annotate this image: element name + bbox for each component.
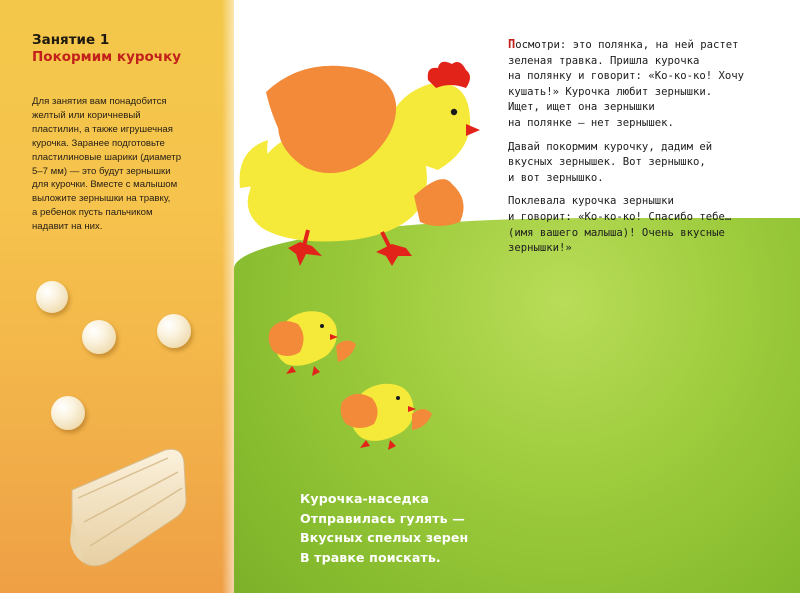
story-line: Ищет, ищет она зернышки bbox=[508, 101, 655, 114]
instruction-line: пластилиновые шарики (диаметр bbox=[32, 151, 182, 163]
poem-line: В травке поискать. bbox=[300, 549, 441, 565]
instruction-line: желтый или коричневый bbox=[32, 109, 141, 121]
story-line: на полянке — нет зернышек. bbox=[508, 116, 674, 129]
instruction-line: надавит на них. bbox=[32, 221, 103, 233]
instruction-line: 5–7 мм) — это будут зернышки bbox=[32, 165, 171, 177]
poem bbox=[300, 489, 468, 567]
lesson-subtitle: Покормим курочку bbox=[32, 49, 182, 65]
instruction-line: а ребенок пусть пальчиком bbox=[32, 207, 153, 219]
story-line: Поклевала курочка зернышки bbox=[508, 195, 674, 208]
story-line: зернышки!» bbox=[508, 242, 572, 255]
story-line: и вот зернышко. bbox=[508, 171, 604, 184]
drop-cap: П bbox=[508, 37, 516, 51]
story-line: и говорит: «Ко-ко-ко! Спасибо тебе… bbox=[508, 210, 732, 223]
story-line: Давай покормим курочку, дадим ей bbox=[508, 140, 713, 153]
instruction-line: для курочки. Вместе с малышом bbox=[32, 179, 178, 191]
story-line: вкусных зернышек. Вот зернышко, bbox=[508, 156, 706, 169]
story-paragraph bbox=[508, 140, 793, 187]
story-line: кушать!» Курочка любит зернышки. bbox=[508, 85, 713, 98]
instruction-line: курочка. Заранее подготовьте bbox=[32, 137, 165, 149]
poem-line: Отправилась гулять — bbox=[300, 510, 465, 526]
story-line: зеленая травка. Пришла курочка bbox=[508, 54, 700, 67]
instruction-line: пластилин, а также игрушечная bbox=[32, 123, 173, 135]
story-line: осмотри: это полянка, на ней растет bbox=[515, 39, 739, 51]
poem-line: Курочка-наседка bbox=[300, 491, 430, 506]
lesson-title: Занятие 1 bbox=[32, 32, 110, 48]
instruction-line: Для занятия вам понадобится bbox=[32, 96, 167, 107]
story-text bbox=[508, 37, 793, 265]
story-paragraph bbox=[508, 37, 793, 132]
poem-line: Вкусных спелых зерен bbox=[300, 530, 469, 545]
instruction-line: выложите зернышки на травку, bbox=[32, 193, 171, 205]
story-paragraph bbox=[508, 194, 793, 256]
story-line: (имя вашего малыша)! Очень вкусные bbox=[508, 226, 725, 239]
story-line: на полянку и говорит: «Ко-ко-ко! Хочу bbox=[508, 70, 744, 83]
